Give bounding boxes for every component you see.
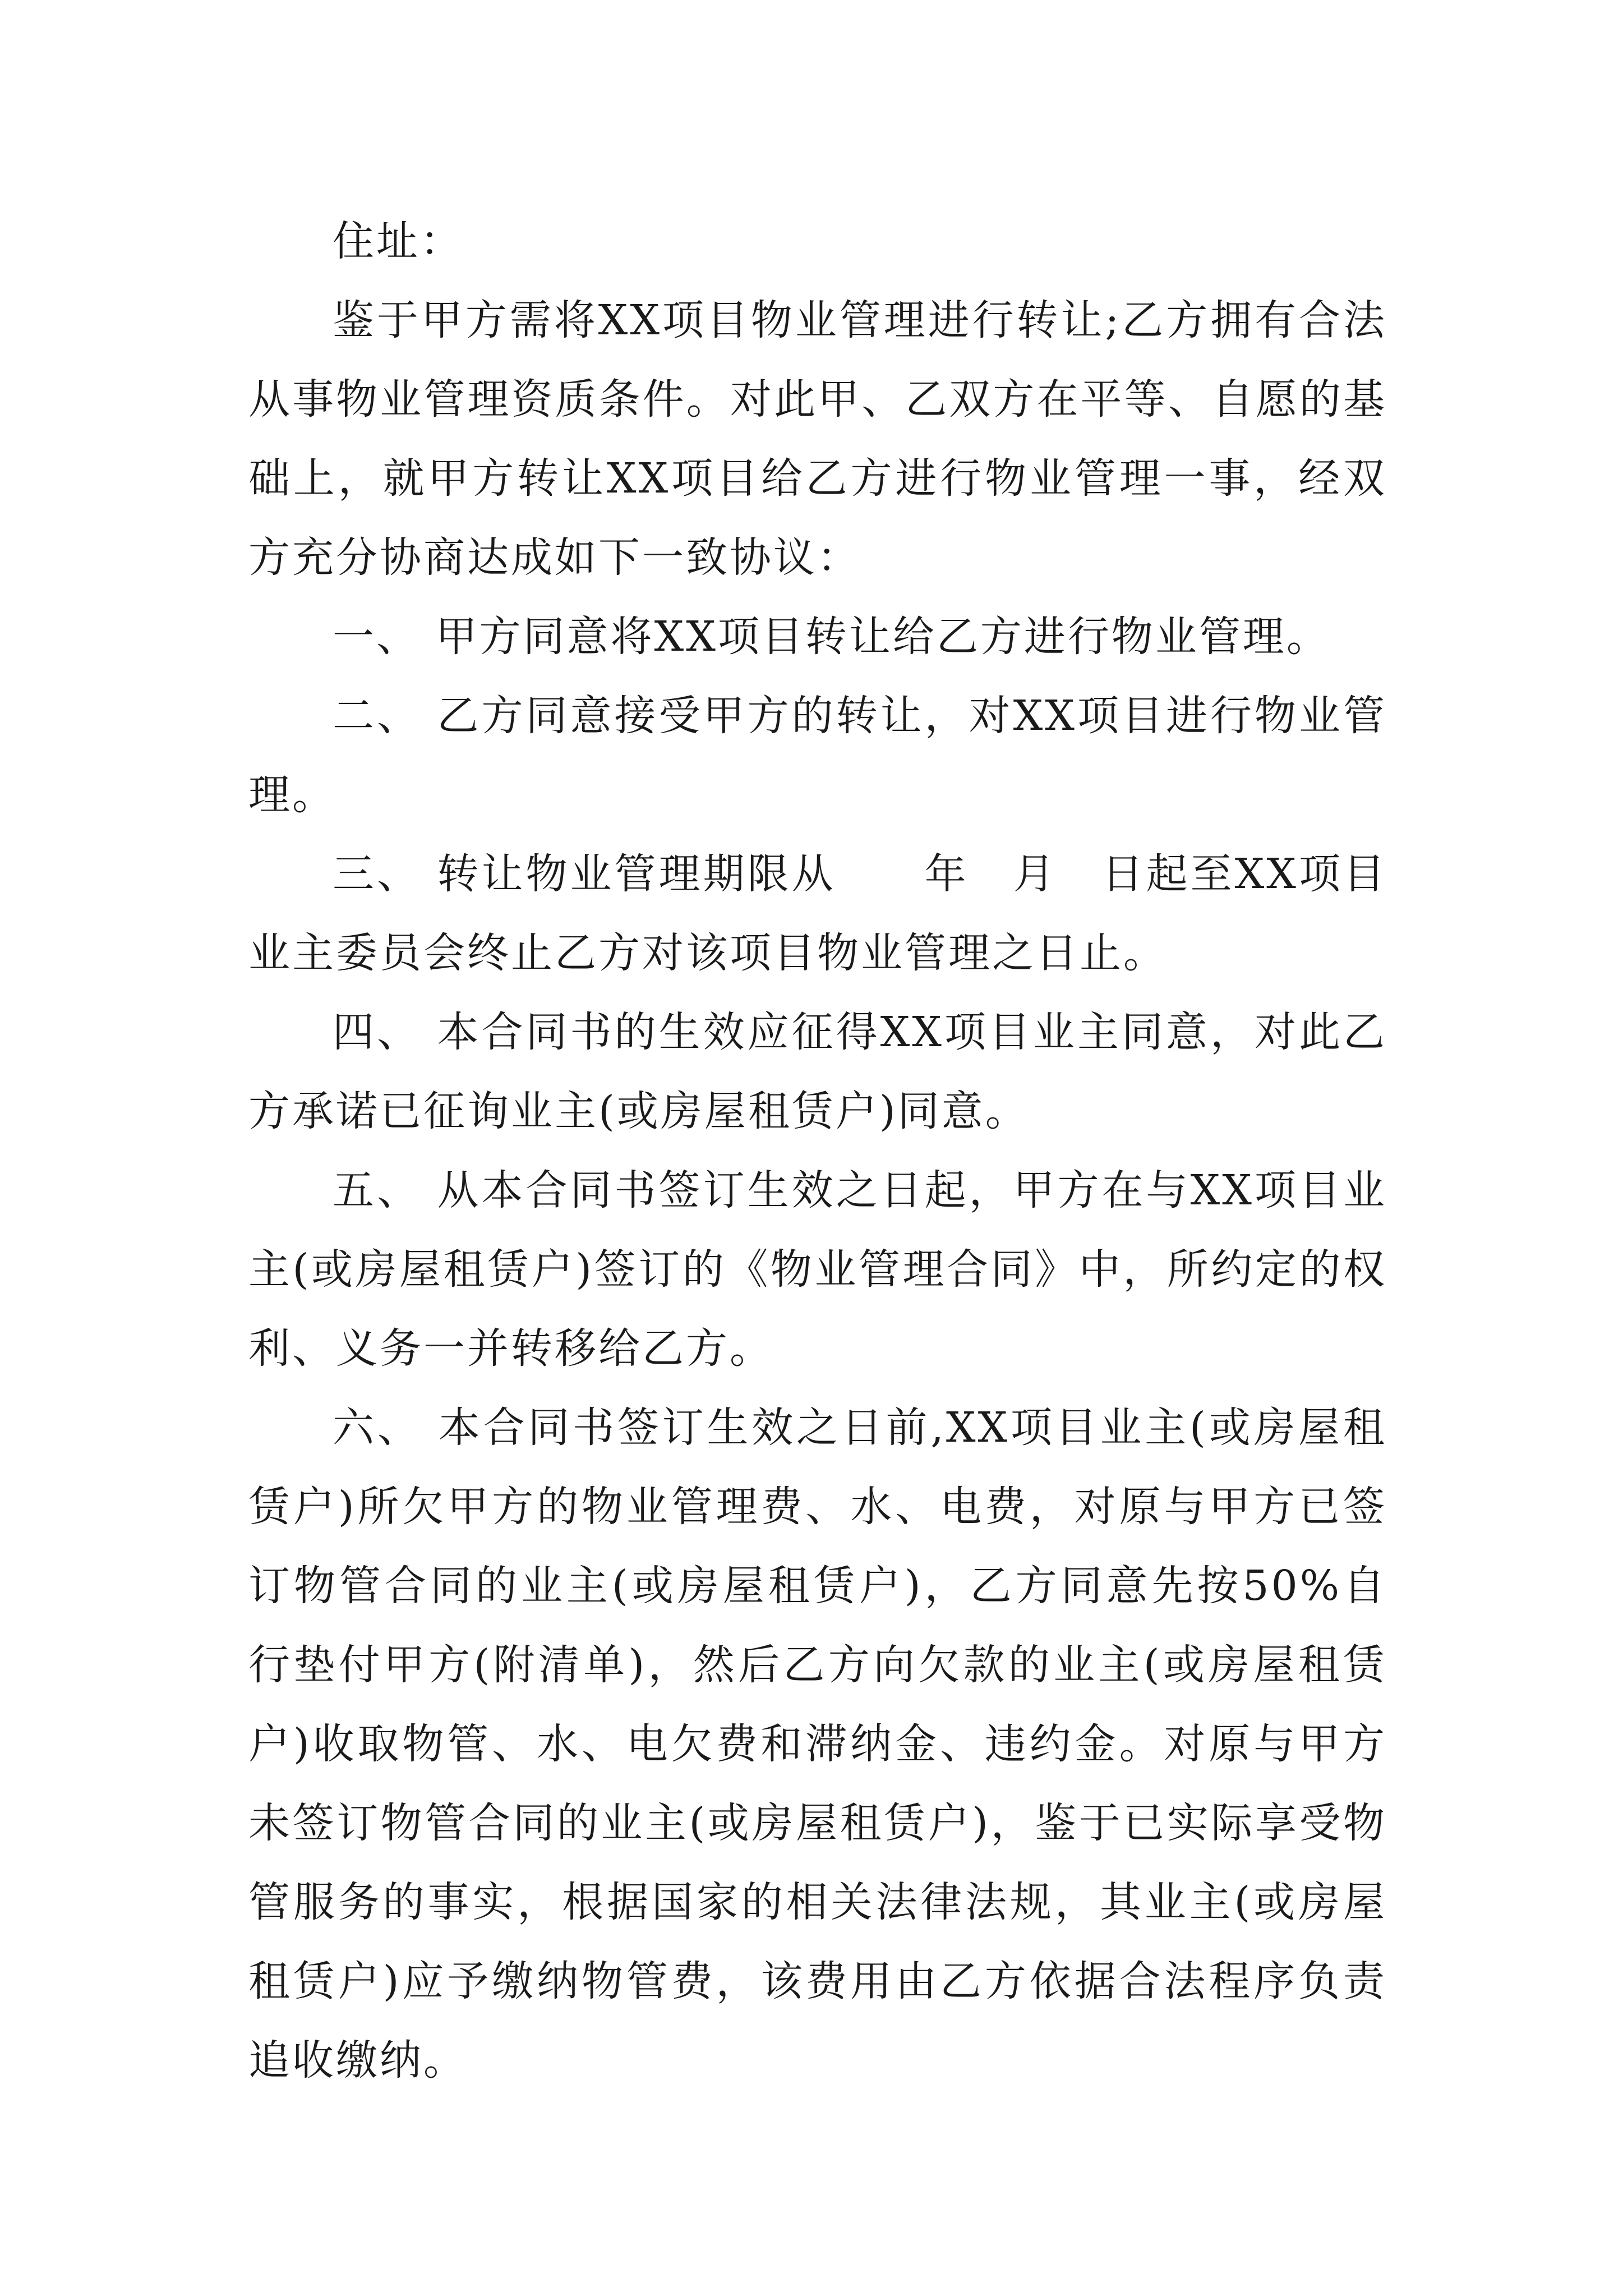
document-body <box>248 202 1387 2100</box>
clause-1: 一、 甲方同意将XX项目转让给乙方进行物业管理。 <box>333 613 1330 661</box>
clause-4: 四、 本合同书的生效应征得XX项目业主同意，对此乙方承诺已征询业主(或房屋租赁户)同意。 <box>248 1008 1387 1135</box>
clause-2: 二、 乙方同意接受甲方的转让，对XX项目进行物业管理。 <box>248 692 1387 819</box>
preamble-paragraph: 鉴于甲方需将XX项目物业管理进行转让;乙方拥有合法从事物业管理资质条件。对此甲、乙双方在平等、自愿的基础上，就甲方转让XX项目给乙方进行物业管理一事，经双方充分协商达成如下一致协议： <box>248 296 1387 582</box>
clause-5: 五、 从本合同书签订生效之日起，甲方在与XX项目业主(或房屋租赁户)签订的《物业管理合同》中，所约定的权利、义务一并转移给乙方。 <box>248 1166 1387 1373</box>
clause-3: 三、 转让物业管理期限从 年 月 日起至XX项目业主委员会终止乙方对该项目物业管理之日止。 <box>248 850 1387 977</box>
clause-6: 六、 本合同书签订生效之日前,XX项目业主(或房屋租赁户)所欠甲方的物业管理费、水、电费，对原与甲方已签订物管合同的业主(或房屋租赁户)，乙方同意先按50%自行垫付甲方(附清单)，然后乙方向欠款的业主(或房屋租赁户)收取物管、水、电欠费和滞纳金、违约金。对原与甲方未签订物管合同的业主(或房屋租赁户)，鉴于已实际享受物管服务的事实，根据国家的相关法律法规，其业主(或房屋租赁户)应予缴纳物管费，该费用由乙方依据合法程序负责追收缴纳。 <box>248 1404 1387 2085</box>
address-line: 住址： <box>333 217 464 265</box>
